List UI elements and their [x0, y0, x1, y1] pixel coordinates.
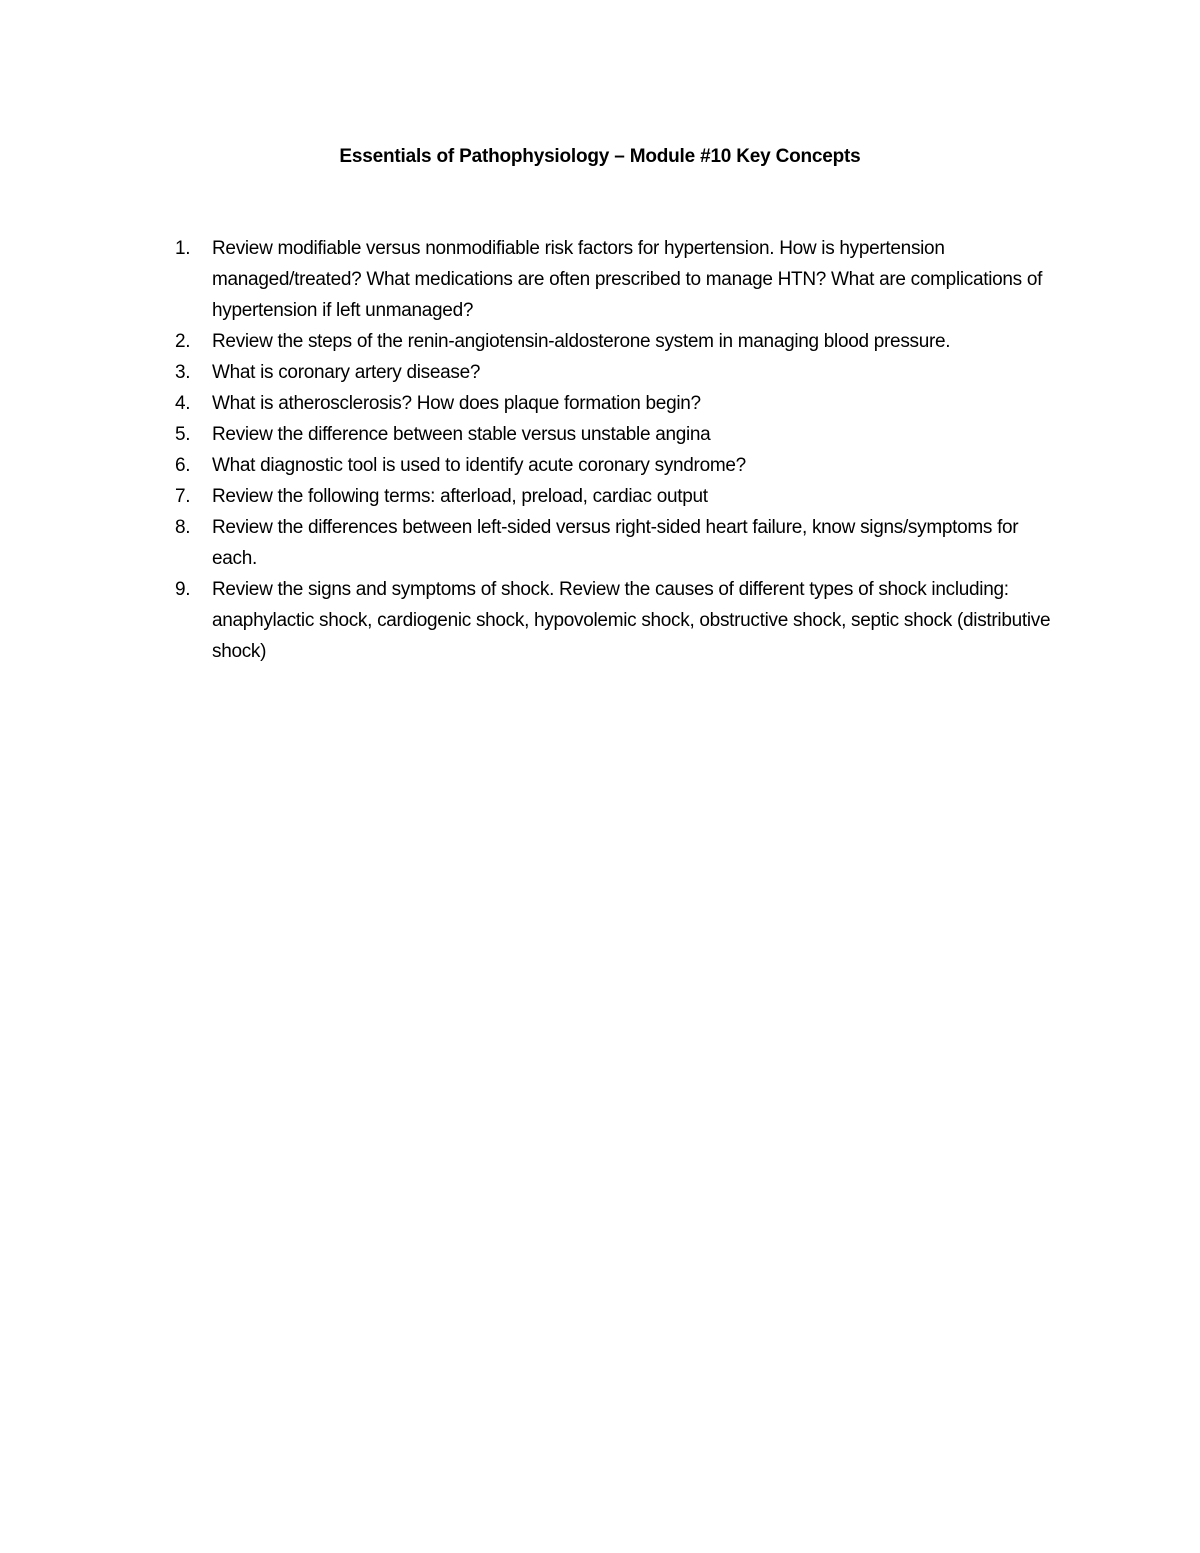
key-concepts-list: [0, 233, 1200, 667]
document-title: Essentials of Pathophysiology – Module #10 Key Concepts: [339, 146, 861, 167]
item-number: 4.: [175, 393, 191, 414]
item-text: What is atherosclerosis? How does plaque formation begin?: [212, 393, 701, 414]
item-number: 6.: [175, 455, 191, 476]
item-number: 5.: [175, 424, 191, 445]
list-item: [0, 481, 1062, 512]
item-number: 9.: [175, 579, 191, 600]
item-text: What diagnostic tool is used to identify acute coronary syndrome?: [212, 455, 746, 476]
list-item: [0, 326, 1062, 357]
item-text: Review the signs and symptoms of shock. Review the causes of different types of shock including: anaphylactic shock, cardiogenic shock, hypovolemic shock, obstructive shock, septic shock (distributive shock): [212, 579, 1051, 662]
list-item: [0, 450, 1062, 481]
item-number: 8.: [175, 517, 191, 538]
list-item: [0, 512, 1062, 574]
item-text: What is coronary artery disease?: [212, 362, 481, 383]
item-text: Review the difference between stable versus unstable angina: [212, 424, 711, 445]
item-text: Review the steps of the renin-angiotensin-aldosterone system in managing blood pressure.: [212, 331, 951, 352]
item-number: 7.: [175, 486, 191, 507]
item-text: Review the following terms: afterload, preload, cardiac output: [212, 486, 708, 507]
list-item: [0, 388, 1062, 419]
item-text: Review the differences between left-sided versus right-sided heart failure, know signs/symptoms for each.: [212, 517, 1019, 569]
item-number: 1.: [175, 238, 191, 259]
item-text: Review modifiable versus nonmodifiable risk factors for hypertension. How is hypertension managed/treated? What medications are often prescribed to manage HTN? What are complications of hypertension if left unmanaged?: [212, 238, 1043, 321]
item-number: 3.: [175, 362, 191, 383]
list-item: [0, 419, 1062, 450]
list-item: [0, 233, 1062, 326]
list-item: [0, 357, 1062, 388]
list-item: [0, 574, 1062, 667]
item-number: 2.: [175, 331, 191, 352]
